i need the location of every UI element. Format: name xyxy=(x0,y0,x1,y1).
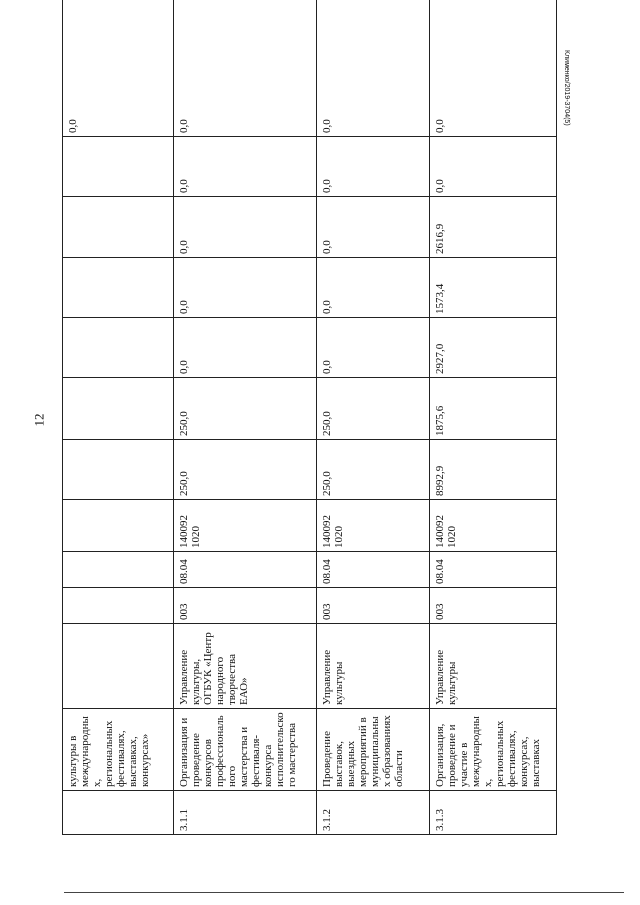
table-cell-name: Организация, проведение и участие в международных, региональных фестивалях, конкурсах, выставках xyxy=(430,709,557,791)
table-cell-csr xyxy=(63,500,174,552)
table-cell-name: культуры в международных, региональных фестивалях, выставках, конкурсах» xyxy=(63,709,174,791)
table-cell-total: 250,0 xyxy=(174,440,317,500)
table-cell-y2020: 250,0 xyxy=(317,378,430,440)
table-cell-y2021: 0,0 xyxy=(174,318,317,378)
table-cell-grbs: 003 xyxy=(174,588,317,624)
table-cell-executor: Управление культуры, ОГБУК «Центр народного творчества ЕАО» xyxy=(174,624,317,709)
table-cell-y2025: 0,0 xyxy=(430,0,557,137)
table-cell-total xyxy=(63,440,174,500)
budget-table xyxy=(62,0,557,835)
table-row xyxy=(430,0,557,835)
table-cell-csr: 140092 1020 xyxy=(317,500,430,552)
table-cell-y2025: 0,0 xyxy=(63,0,174,137)
table-cell-grbs: 003 xyxy=(317,588,430,624)
table-cell-y2020: 250,0 xyxy=(174,378,317,440)
table-row xyxy=(174,0,317,835)
table-cell-y2024: 0,0 xyxy=(317,137,430,197)
table-cell-num xyxy=(63,791,174,835)
table-cell-csr: 140092 1020 xyxy=(174,500,317,552)
table-cell-y2022: 1573,4 xyxy=(430,258,557,318)
table-cell-y2021 xyxy=(63,318,174,378)
table-cell-y2022: 0,0 xyxy=(174,258,317,318)
document-stamp: Клименко/2019-3704(5) xyxy=(563,50,570,126)
table-cell-y2023: 2616,9 xyxy=(430,197,557,258)
page-number: 12 xyxy=(31,413,47,427)
table-cell-csr: 140092 1020 xyxy=(430,500,557,552)
table-cell-name: Организация и проведение конкурсов профессионального мастерства и фестиваля-конкурса исполнительского мастерства xyxy=(174,709,317,791)
table-cell-y2024 xyxy=(63,137,174,197)
table-cell-grbs: 003 xyxy=(430,588,557,624)
table-cell-y2022: 0,0 xyxy=(317,258,430,318)
table-cell-y2023: 0,0 xyxy=(174,197,317,258)
table-cell-rzpr: 08.04 xyxy=(317,552,430,588)
table-cell-rzpr: 08.04 xyxy=(430,552,557,588)
table-row xyxy=(63,0,174,835)
table-cell-y2025: 0,0 xyxy=(317,0,430,137)
table-cell-num: 3.1.3 xyxy=(430,791,557,835)
table-cell-y2025: 0,0 xyxy=(174,0,317,137)
table-cell-total: 8992,9 xyxy=(430,440,557,500)
table-cell-executor xyxy=(63,624,174,709)
table-cell-y2020 xyxy=(63,378,174,440)
table-cell-num: 3.1.1 xyxy=(174,791,317,835)
table-cell-y2024: 0,0 xyxy=(174,137,317,197)
table-cell-y2020: 1875,6 xyxy=(430,378,557,440)
footer-rule xyxy=(64,892,624,893)
table-cell-y2023 xyxy=(63,197,174,258)
table-cell-rzpr: 08.04 xyxy=(174,552,317,588)
table-cell-grbs xyxy=(63,588,174,624)
table-cell-total: 250,0 xyxy=(317,440,430,500)
table-cell-y2024: 0,0 xyxy=(430,137,557,197)
rotated-table-container xyxy=(62,0,542,835)
table-cell-y2022 xyxy=(63,258,174,318)
table-cell-y2021: 0,0 xyxy=(317,318,430,378)
table-cell-rzpr xyxy=(63,552,174,588)
table-cell-y2021: 2927,0 xyxy=(430,318,557,378)
table-cell-num: 3.1.2 xyxy=(317,791,430,835)
table-cell-name: Проведение выставок, выездных мероприятий в муниципальных образованиях области xyxy=(317,709,430,791)
table-cell-y2023: 0,0 xyxy=(317,197,430,258)
table-cell-executor: Управление культуры xyxy=(317,624,430,709)
table-row xyxy=(317,0,430,835)
table-cell-executor: Управление культуры xyxy=(430,624,557,709)
